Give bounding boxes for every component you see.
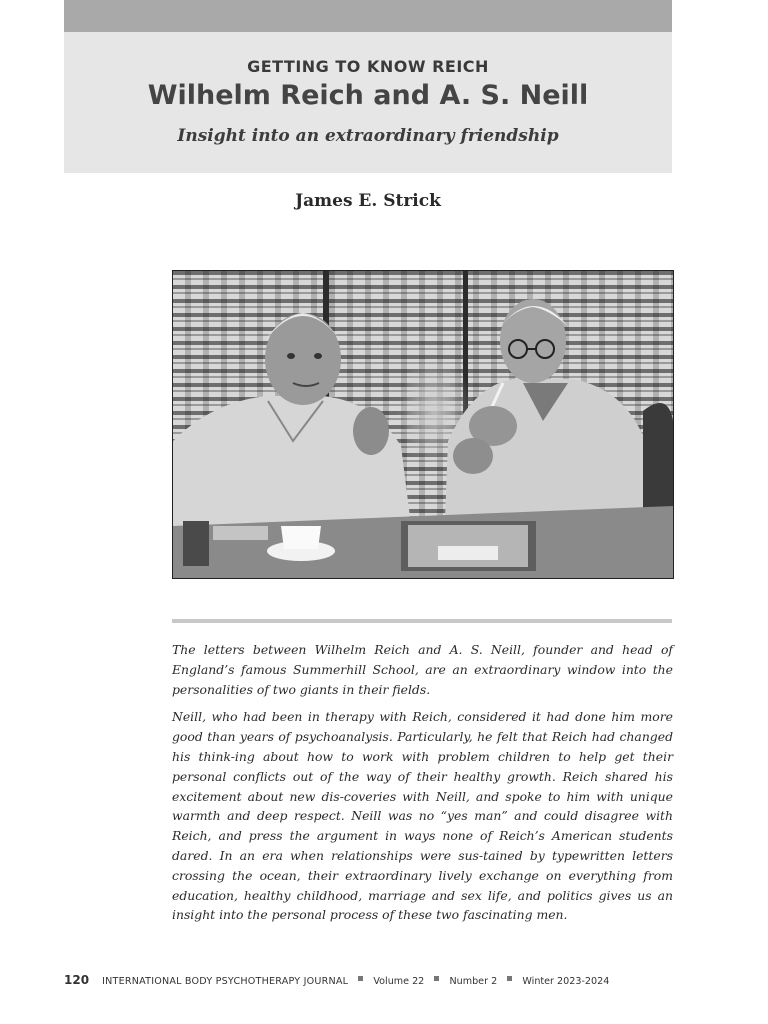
abstract-paragraph: Neill, who had been in therapy with Reich, considered it had done him more good than years of psychoanalysis. Particularly, he felt that Reich had changed his think-ing about how to work with problem children to help get their personal conflicts out of the way of their healthy growth. Reich shared his excitement about new dis-coveries with Neill, and spoke to him with unique warmth and deep respect. Neill was no “yes man” and could disagree with Reich, and press the argument in ways none of Reich’s American students dared. In an era when relationships were sus-tained by typewritten letters crossing the ocean, their extraordinary lively exchange on everything from education, healthy childhood, marriage and sex life, and politics gives us an insight into the personal process of these two fascinating men. bbox=[172, 709, 673, 923]
separator-square-icon bbox=[358, 976, 363, 981]
article-photo bbox=[172, 270, 674, 579]
abstract-paragraph: The letters between Wilhelm Reich and A. S. Neill, founder and head of England’s famous Summerhill School, are an extraordinary window into the personalities of two giants in their fields. bbox=[172, 642, 673, 697]
section-kicker: GETTING TO KNOW REICH bbox=[247, 57, 489, 76]
journal-number: Number 2 bbox=[449, 976, 498, 987]
divider-rule bbox=[172, 619, 672, 623]
separator-square-icon bbox=[434, 976, 439, 981]
journal-volume: Volume 22 bbox=[373, 976, 425, 987]
article-subtitle: Insight into an extraordinary friendship bbox=[177, 126, 559, 146]
page-number: 120 bbox=[64, 973, 90, 987]
header-top-bar bbox=[64, 0, 672, 32]
article-header bbox=[64, 32, 672, 173]
article-abstract bbox=[172, 640, 673, 933]
photo-illustration bbox=[173, 271, 673, 578]
page-footer bbox=[64, 969, 684, 987]
separator-square-icon bbox=[507, 976, 512, 981]
author-name: James E. Strick bbox=[295, 191, 441, 211]
article-title: Wilhelm Reich and A. S. Neill bbox=[147, 80, 589, 111]
journal-issue: Winter 2023-2024 bbox=[522, 976, 610, 987]
journal-name: INTERNATIONAL BODY PSYCHOTHERAPY JOURNAL bbox=[102, 976, 349, 987]
